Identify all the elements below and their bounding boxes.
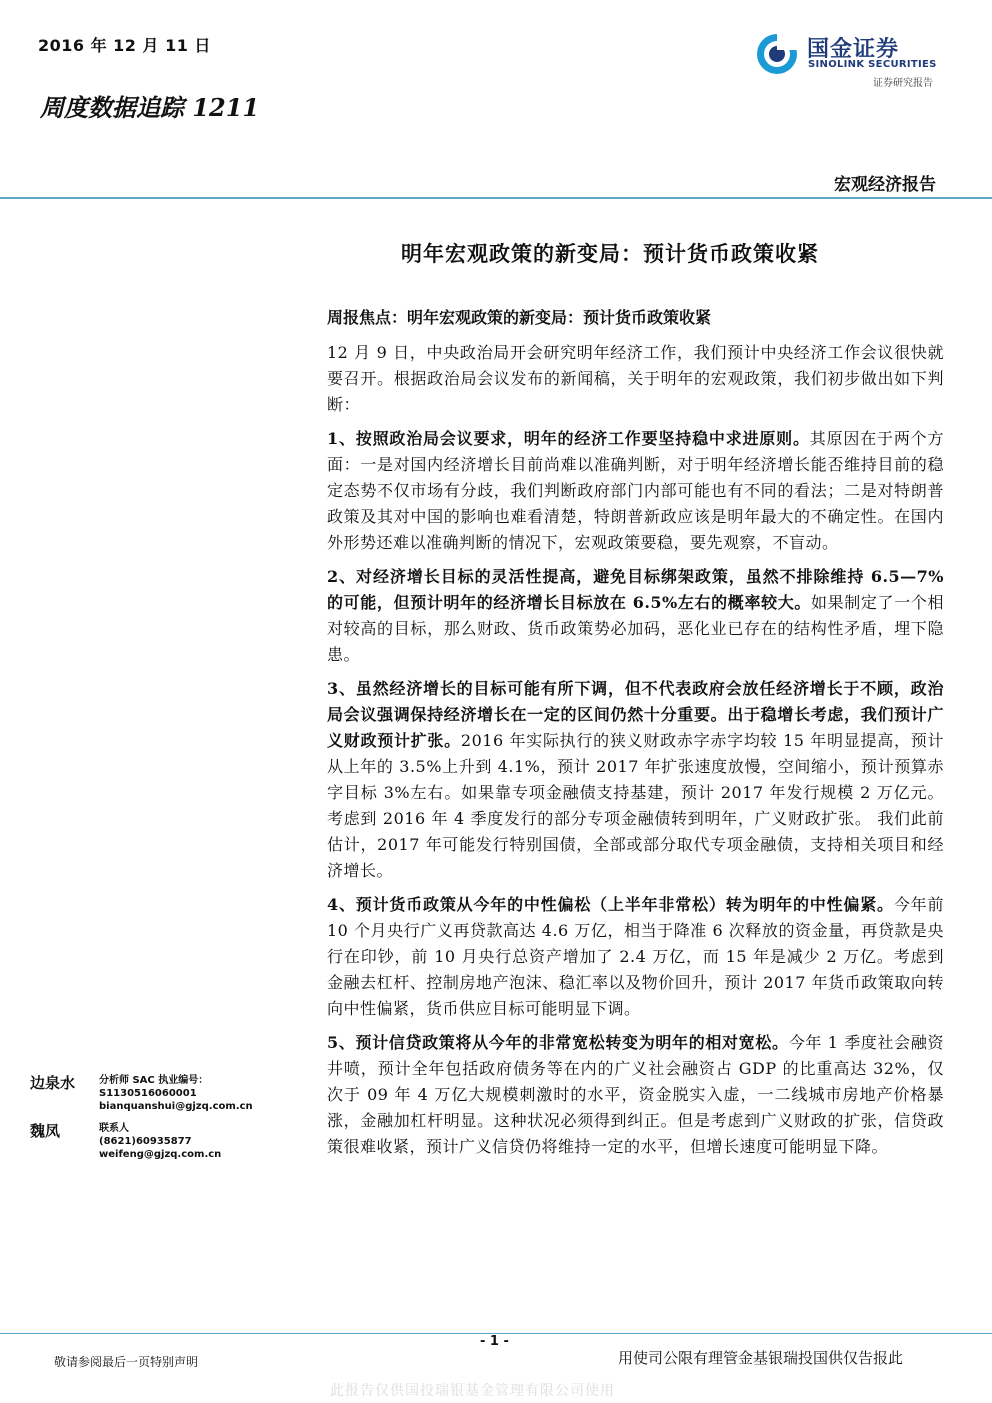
point-4-paragraph (327, 892, 944, 1022)
report-date: 2016 年 12 月 11 日 (38, 36, 211, 55)
page-number: - 1 - (480, 1334, 509, 1349)
author-name: 魏凤 (30, 1122, 61, 1140)
point-2-paragraph (327, 564, 944, 668)
intro-paragraph: 12 月 9 日，中央政治局开会研究明年经济工作，我们预计中央经济工作会议很快就要召开。根据政治局会议发布的新闻稿，关于明年的宏观政策，我们初步做出如下判断： (327, 343, 944, 414)
logo-name-en: SINOLINK SECURITIES (808, 59, 937, 70)
headline: 明年宏观政策的新变局：预计货币政策收紧 (401, 241, 819, 266)
weekly-focus-heading: 周报焦点：明年宏观政策的新变局：预计货币政策收紧 (327, 308, 712, 327)
usage-notice: 用使司公限有理管金基银瑞投国供仅告报此 (618, 1349, 904, 1367)
watermark: 此报告仅供国投瑞银基金管理有限公司使用 (330, 1383, 615, 1399)
author-email: weifeng@gjzq.com.cn (99, 1149, 222, 1160)
point-5-lead: 5、预计信贷政策将从今年的非常宽松转变为明年的相对宽松。 (327, 1033, 789, 1052)
company-logo (755, 30, 955, 90)
point-3-lead: 3、虽然经济增长的目标可能有所下调，但不代表政府会放任经济增长于不顾，政治局会议强调保持经济增长在一定的区间仍然十分重要。出于稳增长考虑，我们预计广义财政预计扩张。 (327, 679, 944, 750)
author-details (99, 1122, 221, 1161)
report-type: 宏观经济报告 (834, 175, 936, 195)
point-4-lead: 4、预计货币政策从今年的中性偏松（上半年非常松）转为明年的中性偏紧。 (327, 895, 894, 914)
report-series-title: 周度数据追踪 1211 (40, 93, 260, 122)
header-divider (0, 197, 992, 199)
author-email: bianquanshui@gjzq.com.cn (99, 1101, 253, 1112)
author-name: 边泉水 (30, 1074, 76, 1092)
logo-mark-icon (755, 32, 799, 76)
logo-name-cn: 国金证券 (807, 37, 900, 62)
author-role: 联系人 (99, 1123, 129, 1134)
point-5-paragraph (327, 1030, 944, 1160)
author-sac-id: 分析师 SAC 执业编号：S1130516060001 (99, 1075, 209, 1099)
point-3-paragraph (327, 676, 944, 884)
point-3-text: 2016 年实际执行的狭义财政赤字赤字均较 15 年明显提高，预计从上年的 3.5%上升到 4.1%，预计 2017 年扩张速度放慢，空间缩小，预计预算赤字目标 3%左右。如果靠专项金融债支持基建，预计 2017 年发行规模 2 万亿元。考虑到 2016 年 4 季度发行的部分专项金融债转到明年，广义财政扩张。 我们此前估计，2017 年可能发行特别国债，全部或部分取代专项金融债，支持相关项目和经济增长。 (327, 731, 944, 880)
point-1-lead: 1、按照政治局会议要求，明年的经济工作要坚持稳中求进原则。 (327, 429, 810, 448)
point-1-text: 其原因在于两个方面：一是对国内经济增长目前尚难以准确判断，对于明年经济增长能否维持目前的稳定态势不仅市场有分歧，我们判断政府部门内部可能也有不同的看法；二是对特朗普政策及其对中国的影响也难看清楚，特朗普新政应该是明年最大的不确定性。在国内外形势还难以准确判断的情况下，宏观政策要稳，要先观察，不盲动。 (327, 429, 944, 552)
point-2-lead: 2、对经济增长目标的灵活性提高，避免目标绑架政策，虽然不排除维持 6.5—7%的可能，但预计明年的经济增长目标放在 6.5%左右的概率较大。 (327, 567, 944, 612)
point-5-text: 今年 1 季度社会融资井喷，预计全年包括政府债务等在内的广义社会融资占 GDP 的比重高达 32%，仅次于 09 年 4 万亿大规模刺激时的水平，资金脱实入虚，一二线城市房地产价格暴涨，金融加杠杆明显。这种状况必须得到纠正。但是考虑到广义财政的扩张，信贷政策很难收紧，预计广义信贷仍将维持一定的水平，但增长速度可能明显下降。 (327, 1033, 944, 1156)
point-1-paragraph (327, 426, 944, 556)
disclaimer-note: 敬请参阅最后一页特别声明 (54, 1355, 199, 1369)
logo-subtitle: 证券研究报告 (873, 78, 933, 89)
report-body (327, 305, 944, 1168)
author-phone: (8621)60935877 (99, 1136, 192, 1147)
point-2-text: 如果制定了一个相对较高的目标，那么财政、货币政策势必加码，恶化业已存在的结构性矛盾，埋下隐患。 (327, 593, 944, 664)
point-4-text: 今年前 10 个月央行广义再贷款高达 4.6 万亿，相当于降准 6 次释放的资金量，再贷款是央行在印钞，前 10 月央行总资产增加了 2.4 万亿，而 15 年是减少 2 万亿。考虑到金融去杠杆、控制房地产泡沫、稳汇率以及物价回升，预计 2017 年货币政策取向转向中性偏紧，货币供应目标可能明显下调。 (327, 895, 944, 1018)
author-details (99, 1074, 300, 1113)
